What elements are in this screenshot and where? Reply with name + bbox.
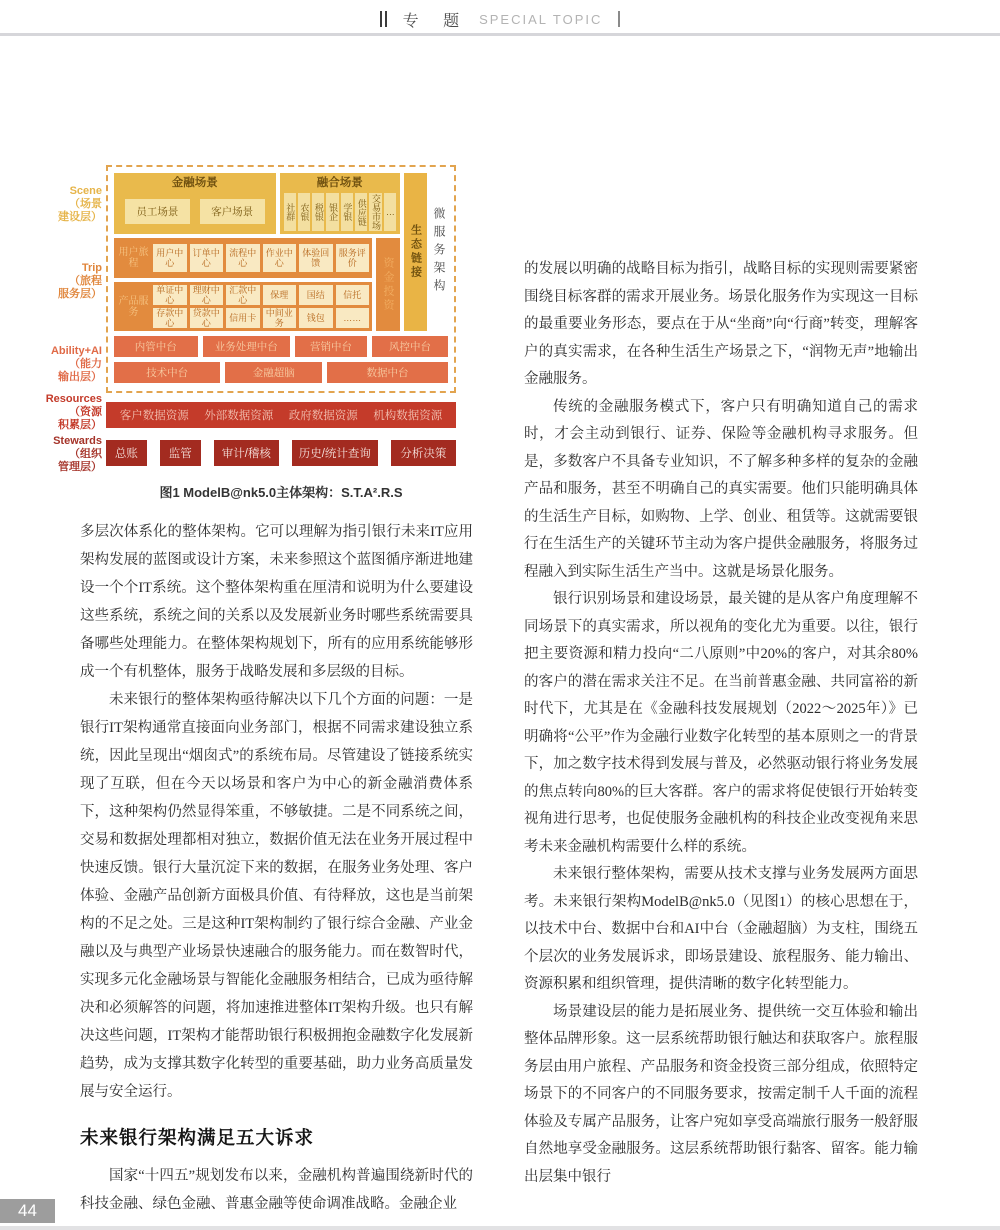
- stewards-layer-row: [106, 440, 456, 466]
- section-heading: 未来银行架构满足五大诉求: [80, 1127, 315, 1148]
- header-double-bar-icon: [380, 11, 387, 27]
- layer-label-stewards: Stewards （组织 管理层）: [53, 435, 102, 473]
- resource-item: 机构数据资源: [373, 410, 443, 422]
- layer-label-resources: Resources （资源 积累层）: [45, 393, 102, 431]
- paragraph: 未来银行整体架构，需要从技术支撑与业务发展两方面思考。未来银行架构ModelB@nk5.0（见图1）的核心思想在于，以技术中台、数据中台和AI中台（金融超脑）为支柱，围绕五个层次的业务发展诉求，即场景建设、旅程服务、能力输出、资源积累和组织管理，提供清晰的数字化转型能力。: [524, 866, 918, 992]
- journey-box: 用户中心: [153, 244, 187, 272]
- product-box: ……: [336, 308, 370, 328]
- journey-box: 订单中心: [190, 244, 224, 272]
- journey-box: 作业中心: [263, 244, 297, 272]
- page-number: 44: [0, 1199, 55, 1223]
- steward-box: 分析决策: [391, 440, 456, 466]
- fusion-box: 银企: [326, 193, 338, 231]
- paragraph: 多层次体系化的整体架构。它可以理解为指引银行未来IT应用架构发展的蓝图或设计方案，未来参照这个蓝图循序渐进地建设一个个IT系统。这个整体架构重在厘清和说明为什么要建设这些系统，系统之间的关系以及发展新业务时哪些系统需要具备哪些处理能力。在整体架构规划下，所有的应用系统能够形成一个有机整体，服务于战略发展和多层级的目标。: [80, 524, 473, 680]
- header-topic-cn: 专 题: [402, 12, 470, 30]
- product-box: 存款中心: [153, 308, 187, 328]
- product-box: 中间业务: [263, 308, 297, 328]
- architecture-dashed-frame: [106, 165, 456, 393]
- steward-box: 总账: [106, 440, 147, 466]
- journey-box: 体验回馈: [299, 244, 333, 272]
- product-box: 钱包: [299, 308, 333, 328]
- layer-label-ability: Ability+AI （能力 输出层）: [50, 345, 102, 383]
- fusion-box: 交易市场: [371, 194, 382, 230]
- product-box: 单证中心: [153, 285, 187, 305]
- fusion-scene-block: 融合场景 社群 农银 税银 银企 学银 供应链 交易市场 …: [280, 173, 400, 234]
- figure-main: [106, 165, 456, 501]
- layer-label-trip: Trip （旅程 服务层）: [58, 262, 102, 300]
- steward-box: 历史/统计查询: [292, 440, 378, 466]
- figure-caption: 图1 ModelB@nk5.0主体架构：S.T.A².R.S: [159, 485, 403, 500]
- scene-box: 客户场景: [200, 199, 265, 224]
- ability-box: 内管中台: [114, 336, 198, 357]
- ability-row-2: [114, 362, 448, 383]
- financial-scene-block: 金融场景 员工场景 客户场景: [114, 173, 276, 234]
- resources-layer-bar: [106, 402, 456, 428]
- scene-layer-row: [114, 173, 400, 234]
- article-column-left: [80, 518, 473, 1218]
- journey-box: 流程中心: [226, 244, 260, 272]
- product-box: 国结: [299, 285, 333, 305]
- page-header: [0, 6, 1000, 32]
- eco-link-column: 生态链接: [404, 173, 427, 331]
- ability-box: 营销中台: [295, 336, 367, 357]
- ability-box: 技术中台: [114, 362, 220, 383]
- paragraph: 国家“十四五”规划发布以来，金融机构普遍围绕新时代的科技金融、绿色金融、普惠金融等使命调准战略。金融企业: [80, 1168, 473, 1212]
- ability-box: 风控中台: [372, 336, 448, 357]
- resource-item: 外部数据资源: [204, 410, 274, 422]
- product-box: 理财中心: [190, 285, 224, 305]
- product-box: 信用卡: [226, 308, 260, 328]
- product-box: 汇款中心: [226, 285, 260, 305]
- paragraph: 传统的金融服务模式下，客户只有明确知道自己的需求时，才会主动到银行、证券、保险等金融机构寻求服务。但是，多数客户不具备专业知识，不了解多种多样的复杂的金融产品和服务，甚至不明确自己的真实需要。他们只能明确具体的生活生产目标，如购物、上学、创业、租赁等。这就需要银行在生活生产的关键环节主动为客户提供金融服务，将服务过程融入到实际生活生产当中。这就是场景化服务。: [524, 398, 918, 580]
- steward-box: 监管: [160, 440, 201, 466]
- ability-box: 金融超脑: [225, 362, 322, 383]
- fusion-box: 供应链: [355, 193, 367, 231]
- steward-box: 审计/稽核: [214, 440, 279, 466]
- fusion-box: …: [384, 193, 396, 231]
- paragraph: 的发展以明确的战略目标为指引，战略目标的实现则需要紧密围绕目标客群的需求开展业务。场景化服务作为实现这一目标的最重要业务形态，要点在于从“坐商”向“行商”转变，理解客户的真实需求，在各种生活生产场景之下，“润物无声”地输出金融服务。: [524, 261, 918, 387]
- resource-item: 客户数据资源: [119, 410, 189, 422]
- fusion-box: 学银: [341, 193, 353, 231]
- paragraph: 银行识别场景和建设场景，最关键的是从客户角度理解不同场景下的真实需求，所以视角的变化尤为重要。以往，银行把主要资源和精力投向“二八原则”中20%的客户，对其余80%的客户的潜在需求关注不足。在当前普惠金融、共同富裕的新时代下，尤其是在《金融科技发展规划（2022～2025年）》已明确将“公平”作为金融行业数字化转型的基本原则之一的背景下，加之数字技术得到发展与普及，必然驱动银行将业务发展的焦点转向80%的巨大客群。客户的需求将促使银行开始转变视角进行思考，也促使服务金融机构的科技企业改变视角来思考未来金融机构需要什么样的系统。: [524, 591, 918, 855]
- paragraph: 未来银行的整体架构亟待解决以下几个方面的问题：一是银行IT架构通常直接面向业务部门，根据不同需求建设独立系统，因此呈现出“烟囱式”的系统布局。尽管建设了链接系统实现了互联，但在今天以场景和客户为中心的新金融消费体系下，这种架构仍然显得笨重，不够敏捷。二是不同系统之间，交易和数据处理都相对独立，数据价值无法在业务开展过程中快速反馈。银行大量沉淀下来的数据，在服务业务处理、客户体验、金融产品创新方面极具价值、有待释放，这也是当前架构的不足之处。三是这种IT架构制约了银行综合金融、产业金融以及与典型产业场景快速融合的服务能力。而在数智时代，实现多元化金融场景与智能化金融服务相结合，已成为亟待解决和必须解答的问题，将加速推进整体IT架构升级。也只有解决这些问题，IT架构才能帮助银行积极拥抱金融数字化发展新趋势，成为支撑其数字化转型的重要基础，助力业务高质量发展与安全运行。: [80, 692, 473, 1100]
- microservice-architecture-column: 微服务架构: [432, 207, 446, 297]
- product-service-row: 产品服务 单证中心 理财中心 汇款中心 保理 国结 信托 存款中心 贷款中心 信用卡 中间业务 钱包 ……: [114, 282, 372, 331]
- header-divider: [0, 33, 1000, 36]
- fusion-box: 农银: [298, 193, 310, 231]
- funds-investment-column: 资金投资: [376, 238, 400, 331]
- paragraph: 场景建设层的能力是拓展业务、提供统一交互体验和输出整体品牌形象。这一层系统帮助银行触达和获取客户。旅程服务层由用户旅程、产品服务和资金投资三部分组成，依照特定场景下的不同客户的不同服务要求，按需定制千人千面的流程体验及专属产品服务，让客户宛如享受高端旅行服务一般舒服自然地享受金融服务。这层系统帮助银行黏客、留客。能力输出层集中银行: [524, 1003, 918, 1185]
- product-box: 保理: [263, 285, 297, 305]
- trip-layer-row: [114, 238, 400, 331]
- ability-row-1: [114, 336, 448, 357]
- ability-box: 业务处理中台: [203, 336, 290, 357]
- article-column-right: [524, 256, 918, 1191]
- bottom-edge-divider: [0, 1226, 1000, 1230]
- product-box: 信托: [336, 285, 370, 305]
- resource-item: 政府数据资源: [288, 410, 358, 422]
- fusion-box: 税银: [312, 193, 324, 231]
- fusion-box: 社群: [284, 193, 296, 231]
- product-box: 贷款中心: [190, 308, 224, 328]
- header-topic-en: SPECIAL TOPIC: [479, 11, 603, 27]
- scene-box: 员工场景: [125, 199, 190, 224]
- user-journey-row: 用户旅程 用户中心 订单中心 流程中心 作业中心 体验回馈 服务评价: [114, 238, 372, 278]
- header-single-bar-icon: [618, 11, 620, 27]
- journey-box: 服务评价: [336, 244, 370, 272]
- ability-box: 数据中台: [327, 362, 448, 383]
- layer-label-scene: Scene （场景 建设层）: [58, 185, 102, 223]
